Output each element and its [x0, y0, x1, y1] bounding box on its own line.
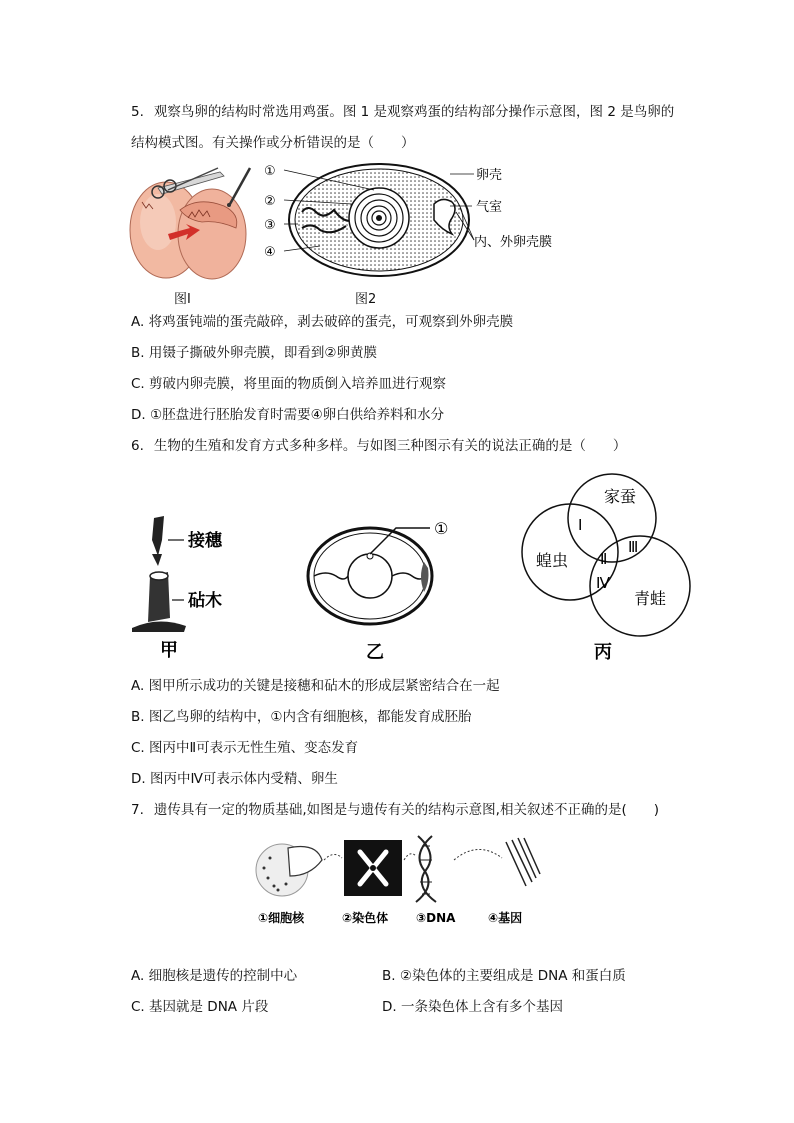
q6-figure-jia-grafting [128, 510, 248, 660]
fig2-label-2: ② [264, 194, 276, 209]
q5-number: 5. [131, 104, 144, 120]
q5-figure2-caption: 图2 [355, 292, 377, 307]
venn-region-1: Ⅰ [578, 516, 583, 534]
venn-region-4: Ⅳ [596, 574, 610, 592]
q7-option-b: B. ②染色体的主要组成是 DNA 和蛋白质 [382, 968, 626, 984]
q6-option-d: D. 图丙中Ⅳ可表示体内受精、卵生 [131, 771, 338, 787]
label-chromosome: ②染色体 [342, 911, 389, 925]
jia-caption: 甲 [160, 640, 178, 660]
q6-stem [131, 436, 626, 456]
q7-genetics-structure-figure [250, 830, 550, 930]
q6-option-b: B. 图乙鸟卵的结构中，①内含有细胞核，都能发育成胚胎 [131, 709, 472, 725]
venn-label-frog: 青蛙 [634, 589, 667, 608]
jia-label-scion: 接穗 [188, 531, 222, 551]
yi-caption: 乙 [366, 642, 384, 662]
fig2-label-4: ④ [264, 245, 276, 260]
venn-region-3: Ⅲ [628, 538, 639, 556]
jia-label-rootstock: 砧木 [188, 591, 222, 611]
q5-figure1-egg-illustration [128, 162, 256, 282]
q7-stem [131, 800, 659, 820]
q6-figure-yi-bird-egg [300, 512, 470, 662]
label-gene: ④基因 [488, 911, 523, 925]
q7-stem-text: 遗传具有一定的物质基础,如图是与遗传有关的结构示意图,相关叙述不正确的是( ) [153, 802, 660, 818]
q6-number: 6. [131, 438, 144, 454]
fig2-label-3: ③ [264, 218, 276, 233]
q6-stem-text: 生物的生殖和发育方式多种多样。与如图三种图示有关的说法正确的是（ ） [153, 438, 627, 454]
q5-stem-text: 观察鸟卵的结构时常选用鸡蛋。图 1 是观察鸡蛋的结构部分操作示意图，图 2 是鸟卵的 [153, 104, 675, 120]
q5-option-d: D. ①胚盘进行胚胎发育时需要④卵白供给养料和水分 [131, 407, 445, 423]
q5-option-c: C. 剪破内卵壳膜，将里面的物质倒入培养皿进行观察 [131, 376, 447, 392]
q7-option-d: D. 一条染色体上含有多个基因 [382, 999, 563, 1015]
fig2-label-membranes: 内、外卵壳膜 [474, 235, 553, 250]
fig2-label-shell: 卵壳 [476, 168, 503, 183]
q6-option-c: C. 图丙中Ⅱ可表示无性生殖、变态发育 [131, 740, 359, 756]
label-nucleus: ①细胞核 [258, 911, 305, 925]
q7-option-c: C. 基因就是 DNA 片段 [131, 999, 269, 1015]
q6-option-a: A. 图甲所示成功的关键是接穗和砧木的形成层紧密结合在一起 [131, 678, 500, 694]
venn-label-locust: 蝗虫 [536, 551, 569, 570]
venn-region-2: Ⅱ [600, 550, 608, 568]
q7-option-a: A. 细胞核是遗传的控制中心 [131, 968, 298, 984]
q5-stem-line2: 结构模式图。有关操作或分析错误的是（ ） [131, 135, 415, 151]
fig2-label-air-cell: 气室 [476, 200, 503, 215]
q5-option-b: B. 用镊子撕破外卵壳膜，即看到②卵黄膜 [131, 345, 377, 361]
q7-number: 7. [131, 802, 144, 818]
q6-figure-bing-venn-diagram [516, 468, 698, 664]
fig2-label-1: ① [264, 164, 276, 179]
label-dna: ③DNA [416, 911, 456, 925]
bing-caption: 丙 [594, 642, 612, 663]
q5-figure2-egg-structure-diagram [262, 160, 572, 286]
yi-label-1: ① [434, 519, 449, 538]
q5-stem-line1 [131, 102, 674, 122]
venn-label-silkworm: 家蚕 [604, 487, 637, 506]
q5-figure1-caption: 图Ⅰ [174, 292, 191, 307]
q5-option-a: A. 将鸡蛋钝端的蛋壳敲碎，剥去破碎的蛋壳，可观察到外卵壳膜 [131, 314, 514, 330]
